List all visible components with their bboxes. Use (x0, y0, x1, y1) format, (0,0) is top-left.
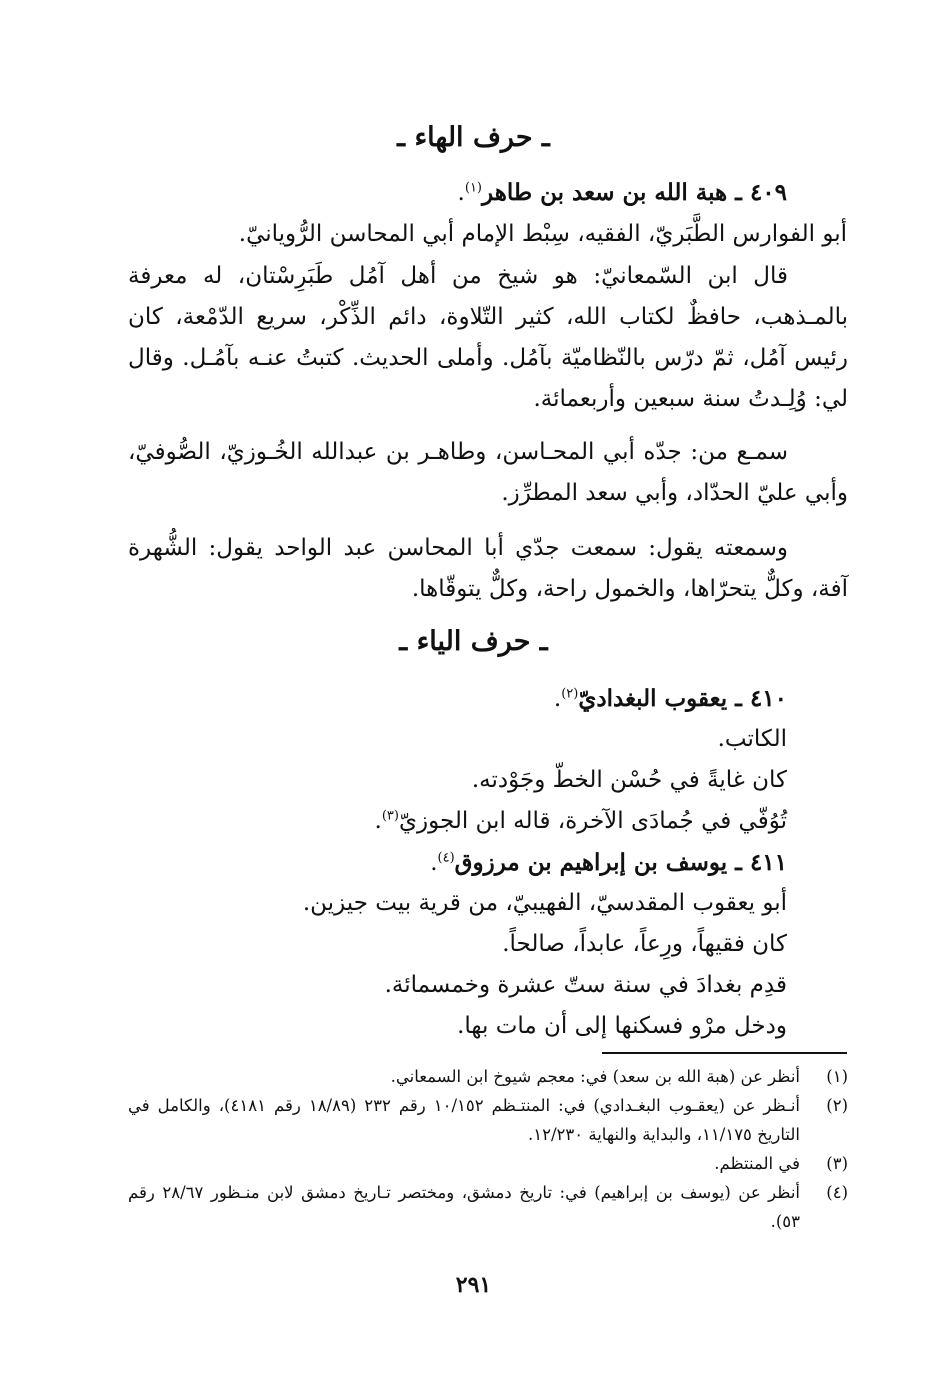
entry-410-title: ٤١٠ ـ يعقوب البغداديّ (578, 685, 787, 712)
footnote-4 (128, 1178, 848, 1236)
footnote-1 (128, 1062, 848, 1091)
entry-409-paragraph-1 (128, 256, 848, 420)
entry-409-quote-text: وسمعته يقول: سمعت جدّي أبا المحاسن عبد الواحد يقول: الشُّهرة آفة، وكلٌّ يتحرّاها، والخمول راحة، وكلٌّ يتوقّاها. (128, 535, 848, 602)
entry-409-title-line (458, 172, 787, 214)
footnote-number: (٤) (826, 1183, 848, 1202)
entry-410-title-line (554, 678, 787, 720)
footnote-text: في المنتظم. (714, 1154, 800, 1173)
entry-409-title: ٤٠٩ ـ هبة الله بن سعد بن طاهر (482, 179, 787, 206)
entry-409-paragraph-3 (128, 528, 848, 610)
section-heading-ha: ـ حرف الهاء ـ (397, 122, 550, 153)
footnote-number: (١) (826, 1067, 848, 1086)
entry-411-title-line (430, 842, 787, 884)
footnote-text: أنظر عن (يوسف بن إبراهيم) في: تاريخ دمشق، ومختصر تـاريخ دمشق لابن منـظور ٢٨/٦٧ رقم ٥٣). (128, 1183, 801, 1231)
section-heading-ya: ـ حرف الياء ـ (399, 626, 548, 657)
entry-410-line-2: كان غايةً في حُسْن الخطّ وجَوْدته. (471, 767, 787, 793)
footnote-ref-4: (٤) (437, 850, 455, 866)
footnote-text: أنـظر عن (يعقـوب البغـدادي) في: المنتـظم ١٠/١٥٢ رقم ٢٣٢ (١٨/٨٩ رقم ٤١٨١)، والكامل في التاريخ ١١/١٧٥، والبداية والنهاية ١٢/٢٣٠. (128, 1096, 801, 1144)
entry-411-title: ٤١١ ـ يوسف بن إبراهيم بن مرزوق (454, 849, 787, 876)
footnote-divider (602, 1052, 847, 1054)
entry-409-biography-text: قال ابن السّمعانيّ: هو شيخ من أهل آمُل طَبَرِسْتان، له معرفة بالمـذهب، حافظٌ لكتاب الله، كثير التّلاوة، دائم الذِّكْر، سريع الدّمْعة، كان رئيس آمُل، ثمّ درّس بالنّظاميّة بآمُل. وأملى الحديث. كتبتُ عنـه بآمُـل. وقال لي: وُلِـدتُ سنة سبعين وأربعمائة. (128, 263, 848, 412)
footnotes (128, 1062, 848, 1236)
entry-410-death-text: تُوُفّي في جُمادَى الآخرة، قاله ابن الجوزيّ (398, 808, 787, 834)
entry-410-title-end: . (553, 686, 562, 712)
footnote-number: (٣) (826, 1154, 848, 1173)
footnote-ref-2: (٢) (561, 686, 579, 702)
entry-410-death-end: . (374, 808, 382, 834)
footnote-number: (٢) (826, 1096, 848, 1115)
entry-409-kunya-line: أبو الفوارس الطَّبَريّ، الفقيه، سِبْط الإمام أبي المحاسن الرُّويانيّ. (238, 221, 847, 247)
entry-411-line-3: قدِم بغدادَ في سنة ستّ عشرة وخمسمائة. (384, 972, 787, 998)
footnote-ref-3: (٣) (381, 808, 399, 824)
entry-411-line-2: كان فقيهاً، ورِعاً، عابداً، صالحاً. (502, 931, 787, 957)
footnote-3 (128, 1149, 848, 1178)
entry-410-line-3 (375, 801, 787, 842)
entry-411-title-end: . (430, 850, 438, 876)
entry-410-line-1: الكاتب. (717, 726, 787, 752)
entry-409-title-end: . (457, 180, 465, 206)
footnote-text: أنظر عن (هبة الله بن سعد) في: معجم شيوخ ابن السمعاني. (390, 1067, 800, 1086)
page-number: ٢٩١ (455, 1272, 492, 1298)
entry-409-paragraph-2 (128, 432, 848, 514)
entry-411-line-4: ودخل مرْو فسكنها إلى أن مات بها. (457, 1013, 787, 1039)
footnote-ref-1: (١) (464, 180, 482, 196)
entry-409-teachers-text: سمـع من: جدّه أبي المحـاسن، وطاهـر بن عبدالله الخُـوزيّ، الصُّوفيّ، وأبي عليّ الحدّاد، وأبي سعد المطرِّز. (128, 439, 848, 506)
entry-411-line-1: أبو يعقوب المقدسيّ، الفهيبيّ، من قرية بيت جيزين. (302, 890, 787, 916)
footnote-2 (128, 1091, 848, 1149)
